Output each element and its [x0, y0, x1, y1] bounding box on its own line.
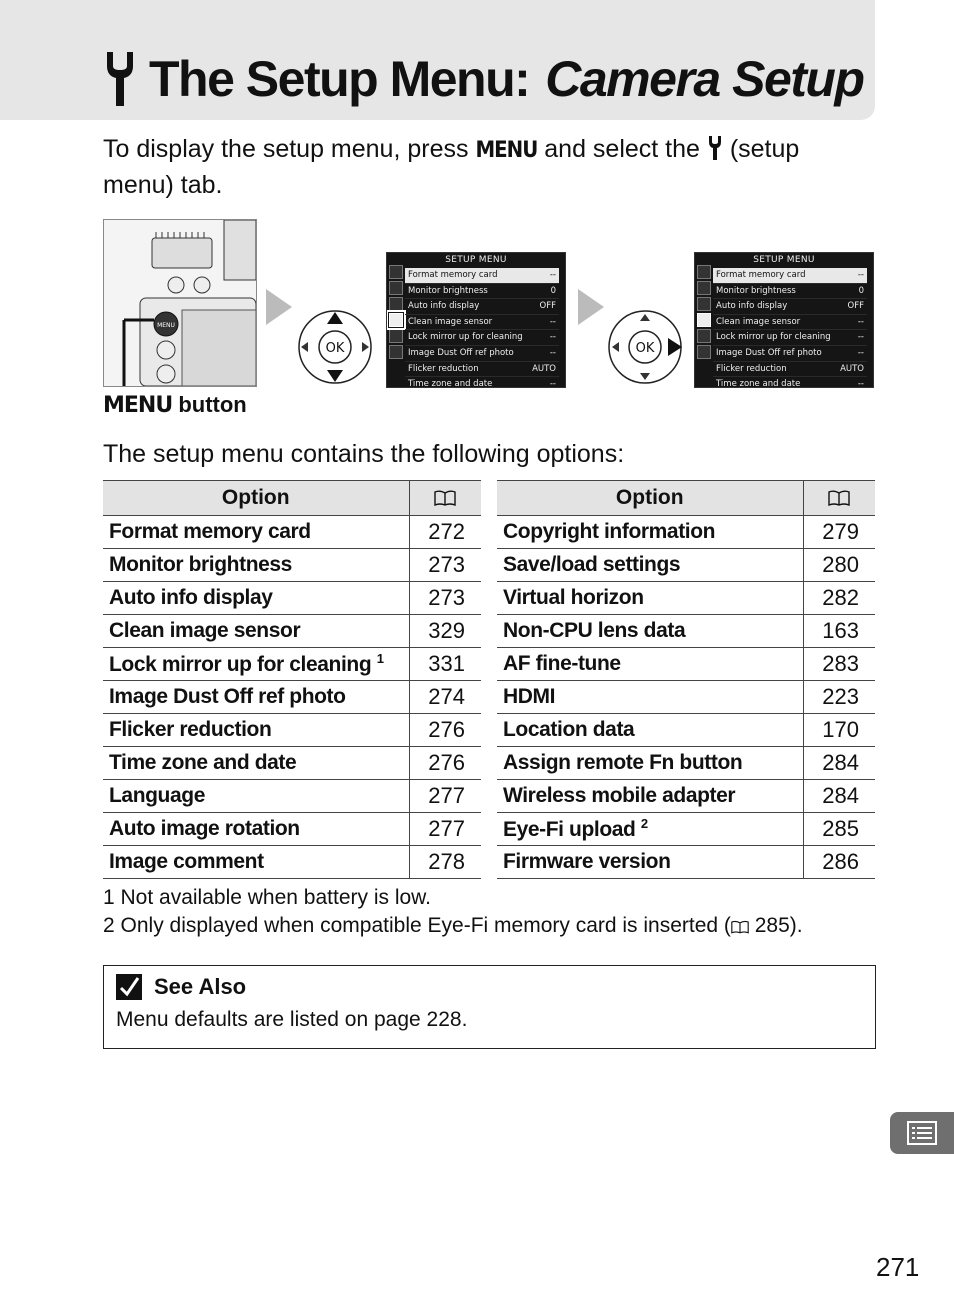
see-also-title: See Also: [154, 974, 247, 999]
screen-tabs: [697, 263, 711, 361]
screen-menu-row: [713, 315, 867, 331]
page-cell: 283: [803, 648, 875, 681]
screen-row-value: AUTO: [532, 363, 556, 374]
screen-rows: [713, 268, 867, 388]
my-menu-tab-icon: [697, 345, 711, 359]
page-cell: 163: [803, 615, 875, 648]
option-name: Eye-Fi upload: [503, 818, 636, 841]
retouch-tab-icon: [389, 329, 403, 343]
screen-row-value: --: [857, 270, 864, 280]
setup-menu-screen-2: [694, 252, 874, 388]
table-row: [103, 648, 481, 681]
title-italic: Camera Setup: [545, 51, 864, 107]
screen-row-value: --: [857, 379, 864, 388]
custom-tab-icon: [389, 297, 403, 311]
screen-row-label: Time zone and date: [716, 379, 801, 388]
table-row: [103, 747, 481, 780]
page-cell: 286: [803, 846, 875, 879]
footnote-marker: 2: [640, 816, 648, 831]
option-cell: [103, 549, 409, 582]
screen-row-value: --: [549, 270, 556, 280]
table-row: [103, 516, 481, 549]
option-cell: [103, 516, 409, 549]
screen-row-label: Flicker reduction: [408, 363, 479, 374]
option-column-header: Option: [103, 481, 409, 516]
screen-menu-row: [405, 284, 559, 300]
book-icon: [434, 490, 456, 506]
screen-row-label: Lock mirror up for cleaning: [716, 332, 831, 343]
page-cell: 276: [409, 714, 481, 747]
option-cell: [497, 714, 803, 747]
table-row: [103, 846, 481, 879]
page-cell: 331: [409, 648, 481, 681]
table-row: [103, 714, 481, 747]
screen-menu-row: [405, 268, 559, 284]
intro-text-2: and select the: [537, 135, 707, 163]
book-icon: [828, 490, 850, 506]
footnote-2: [103, 912, 803, 940]
screen-row-label: Auto info display: [716, 301, 788, 312]
page-column-header: [409, 481, 481, 516]
setup-tab-icon: [389, 313, 403, 327]
option-name: Time zone and date: [109, 751, 297, 774]
page-column-header: [803, 481, 875, 516]
screen-title: SETUP MENU: [445, 255, 507, 265]
intro-paragraph: [103, 132, 863, 202]
option-name: Auto info display: [109, 586, 273, 609]
page-cell: 279: [803, 516, 875, 549]
menu-button-word: MENU: [475, 138, 538, 163]
screen-row-label: Clean image sensor: [408, 316, 493, 327]
option-name: Assign remote Fn button: [503, 751, 743, 774]
option-name: Format memory card: [109, 520, 311, 543]
screen-menu-row: [405, 330, 559, 346]
screen-row-value: --: [857, 347, 864, 358]
arrow-right-icon: [266, 289, 292, 325]
table-row: [497, 813, 875, 846]
title-main: The Setup Menu:: [149, 51, 530, 107]
section-side-tab[interactable]: [890, 1112, 954, 1154]
option-cell: [497, 681, 803, 714]
intro-text-1: To display the setup menu, press: [103, 135, 476, 163]
page-cell: 276: [409, 747, 481, 780]
option-cell: [497, 813, 803, 846]
option-cell: [497, 780, 803, 813]
retouch-tab-icon: [697, 329, 711, 343]
option-cell: [497, 846, 803, 879]
check-icon: [116, 974, 142, 1000]
option-cell: [103, 780, 409, 813]
screen-row-value: --: [549, 347, 556, 358]
screen-row-label: Time zone and date: [408, 379, 493, 388]
table-row: [497, 648, 875, 681]
shooting-tab-icon: [697, 281, 711, 295]
page-cell: 277: [409, 780, 481, 813]
screen-row-label: Image Dust Off ref photo: [408, 347, 514, 358]
table-row: [103, 780, 481, 813]
option-name: Language: [109, 784, 205, 807]
page-cell: 170: [803, 714, 875, 747]
wrench-icon: [707, 135, 723, 161]
screen-menu-row: [405, 362, 559, 378]
camera-back-drawing: [104, 220, 256, 386]
svg-text:MENU: MENU: [157, 322, 175, 329]
screen-row-label: Lock mirror up for cleaning: [408, 332, 523, 343]
setup-menu-screen-1: [386, 252, 566, 388]
page-cell: 280: [803, 549, 875, 582]
page-cell: 273: [409, 582, 481, 615]
wrench-icon: [103, 50, 137, 108]
option-cell: [497, 516, 803, 549]
page-number: 271: [876, 1252, 920, 1282]
option-cell: [497, 582, 803, 615]
screen-row-value: OFF: [847, 301, 864, 312]
screen-row-label: Flicker reduction: [716, 363, 787, 374]
option-cell: [497, 549, 803, 582]
option-cell: [103, 681, 409, 714]
screen-row-value: --: [549, 316, 556, 327]
table-row: [103, 582, 481, 615]
option-name: Monitor brightness: [109, 553, 292, 576]
page-cell: 284: [803, 747, 875, 780]
option-cell: [103, 582, 409, 615]
option-cell: [103, 648, 409, 681]
playback-tab-icon: [697, 265, 711, 279]
page-cell: 282: [803, 582, 875, 615]
table-row: [497, 615, 875, 648]
option-name: Lock mirror up for cleaning: [109, 653, 372, 676]
footnote-marker: 1: [376, 651, 384, 666]
playback-tab-icon: [389, 265, 403, 279]
table-row: [497, 846, 875, 879]
screen-row-label: Format memory card: [716, 270, 806, 280]
setup-tab-icon: [697, 313, 711, 327]
option-column-header: Option: [497, 481, 803, 516]
option-name: AF fine-tune: [503, 652, 621, 675]
option-cell: [497, 747, 803, 780]
page-cell: 277: [409, 813, 481, 846]
option-cell: [103, 615, 409, 648]
screen-row-value: --: [857, 332, 864, 343]
screen-menu-row: [713, 377, 867, 388]
option-name: Virtual horizon: [503, 586, 644, 609]
screen-row-value: 0: [858, 285, 864, 296]
option-name: Wireless mobile adapter: [503, 784, 736, 807]
table-row: [103, 549, 481, 582]
screen-row-label: Monitor brightness: [716, 285, 796, 296]
see-also-heading: [116, 974, 246, 1000]
screen-row-value: OFF: [539, 301, 556, 312]
screen-menu-row: [713, 362, 867, 378]
svg-text:OK: OK: [325, 341, 345, 356]
screen-menu-row: [405, 299, 559, 315]
page-cell: 272: [409, 516, 481, 549]
screen-row-value: 0: [550, 285, 556, 296]
svg-text:OK: OK: [635, 341, 655, 356]
screen-title: SETUP MENU: [753, 255, 815, 265]
table-row: [497, 516, 875, 549]
option-name: Copyright information: [503, 520, 716, 543]
option-cell: [497, 648, 803, 681]
option-name: Save/load settings: [503, 553, 681, 576]
footnote-1: 1 Not available when battery is low.: [103, 886, 432, 909]
arrow-right-icon: [578, 289, 604, 325]
footnote-2-text: 2 Only displayed when compatible Eye-Fi memory card is inserted (: [103, 914, 731, 937]
option-name: Auto image rotation: [109, 817, 300, 840]
intro-text-3: (setup menu) tab.: [103, 135, 800, 199]
multi-selector-up-icon: [296, 308, 374, 386]
page-cell: 223: [803, 681, 875, 714]
option-cell: [103, 747, 409, 780]
caption-rest: button: [172, 392, 247, 417]
table-row: [103, 615, 481, 648]
options-lead-text: The setup menu contains the following options:: [103, 440, 625, 468]
screen-menu-row: [405, 315, 559, 331]
screen-row-label: Clean image sensor: [716, 316, 801, 327]
page-cell: 285: [803, 813, 875, 846]
table-row: [103, 813, 481, 846]
see-also-text: Menu defaults are listed on page 228.: [116, 1008, 468, 1031]
option-name: Image Dust Off ref photo: [109, 685, 346, 708]
option-name: Location data: [503, 718, 635, 741]
caption-menu-word: MENU: [103, 393, 173, 418]
table-row: [497, 747, 875, 780]
option-cell: [497, 615, 803, 648]
option-name: Non-CPU lens data: [503, 619, 686, 642]
screen-menu-row: [713, 330, 867, 346]
screen-tabs: [389, 263, 403, 361]
table-row: [497, 714, 875, 747]
book-icon: [731, 920, 749, 934]
page-cell: 273: [409, 549, 481, 582]
menu-list-icon: [907, 1121, 937, 1145]
footnote-2-page: 285).: [748, 914, 803, 937]
menu-button-caption: [103, 392, 247, 418]
option-cell: [103, 846, 409, 879]
my-menu-tab-icon: [389, 345, 403, 359]
custom-tab-icon: [697, 297, 711, 311]
page-cell: 274: [409, 681, 481, 714]
screen-row-value: --: [549, 332, 556, 343]
screen-rows: [405, 268, 559, 388]
screen-row-label: Monitor brightness: [408, 285, 488, 296]
options-table-right: [497, 480, 875, 879]
table-row: [497, 582, 875, 615]
screen-row-label: Auto info display: [408, 301, 480, 312]
options-table-left: [103, 480, 481, 879]
screen-row-value: AUTO: [840, 363, 864, 374]
option-name: Image comment: [109, 850, 264, 873]
option-name: HDMI: [503, 685, 556, 708]
screen-menu-row: [713, 284, 867, 300]
option-name: Flicker reduction: [109, 718, 272, 741]
page-title: [103, 44, 864, 114]
footnotes: [103, 884, 803, 940]
camera-illustration: [103, 219, 257, 387]
table-row: [103, 681, 481, 714]
shooting-tab-icon: [389, 281, 403, 295]
screen-row-label: Format memory card: [408, 270, 498, 280]
option-name: Firmware version: [503, 850, 671, 873]
page-cell: 329: [409, 615, 481, 648]
page-cell: 284: [803, 780, 875, 813]
screen-menu-row: [405, 346, 559, 362]
screen-menu-row: [713, 346, 867, 362]
page-cell: 278: [409, 846, 481, 879]
screen-menu-row: [713, 268, 867, 284]
table-row: [497, 780, 875, 813]
screen-menu-row: [405, 377, 559, 388]
option-cell: [103, 813, 409, 846]
multi-selector-right-icon: [606, 308, 684, 386]
screen-menu-row: [713, 299, 867, 315]
screen-row-label: Image Dust Off ref photo: [716, 347, 822, 358]
option-name: Clean image sensor: [109, 619, 301, 642]
table-row: [497, 549, 875, 582]
screen-row-value: --: [857, 316, 864, 327]
see-also-box: [103, 965, 876, 1049]
table-row: [497, 681, 875, 714]
option-cell: [103, 714, 409, 747]
screen-row-value: --: [549, 379, 556, 388]
